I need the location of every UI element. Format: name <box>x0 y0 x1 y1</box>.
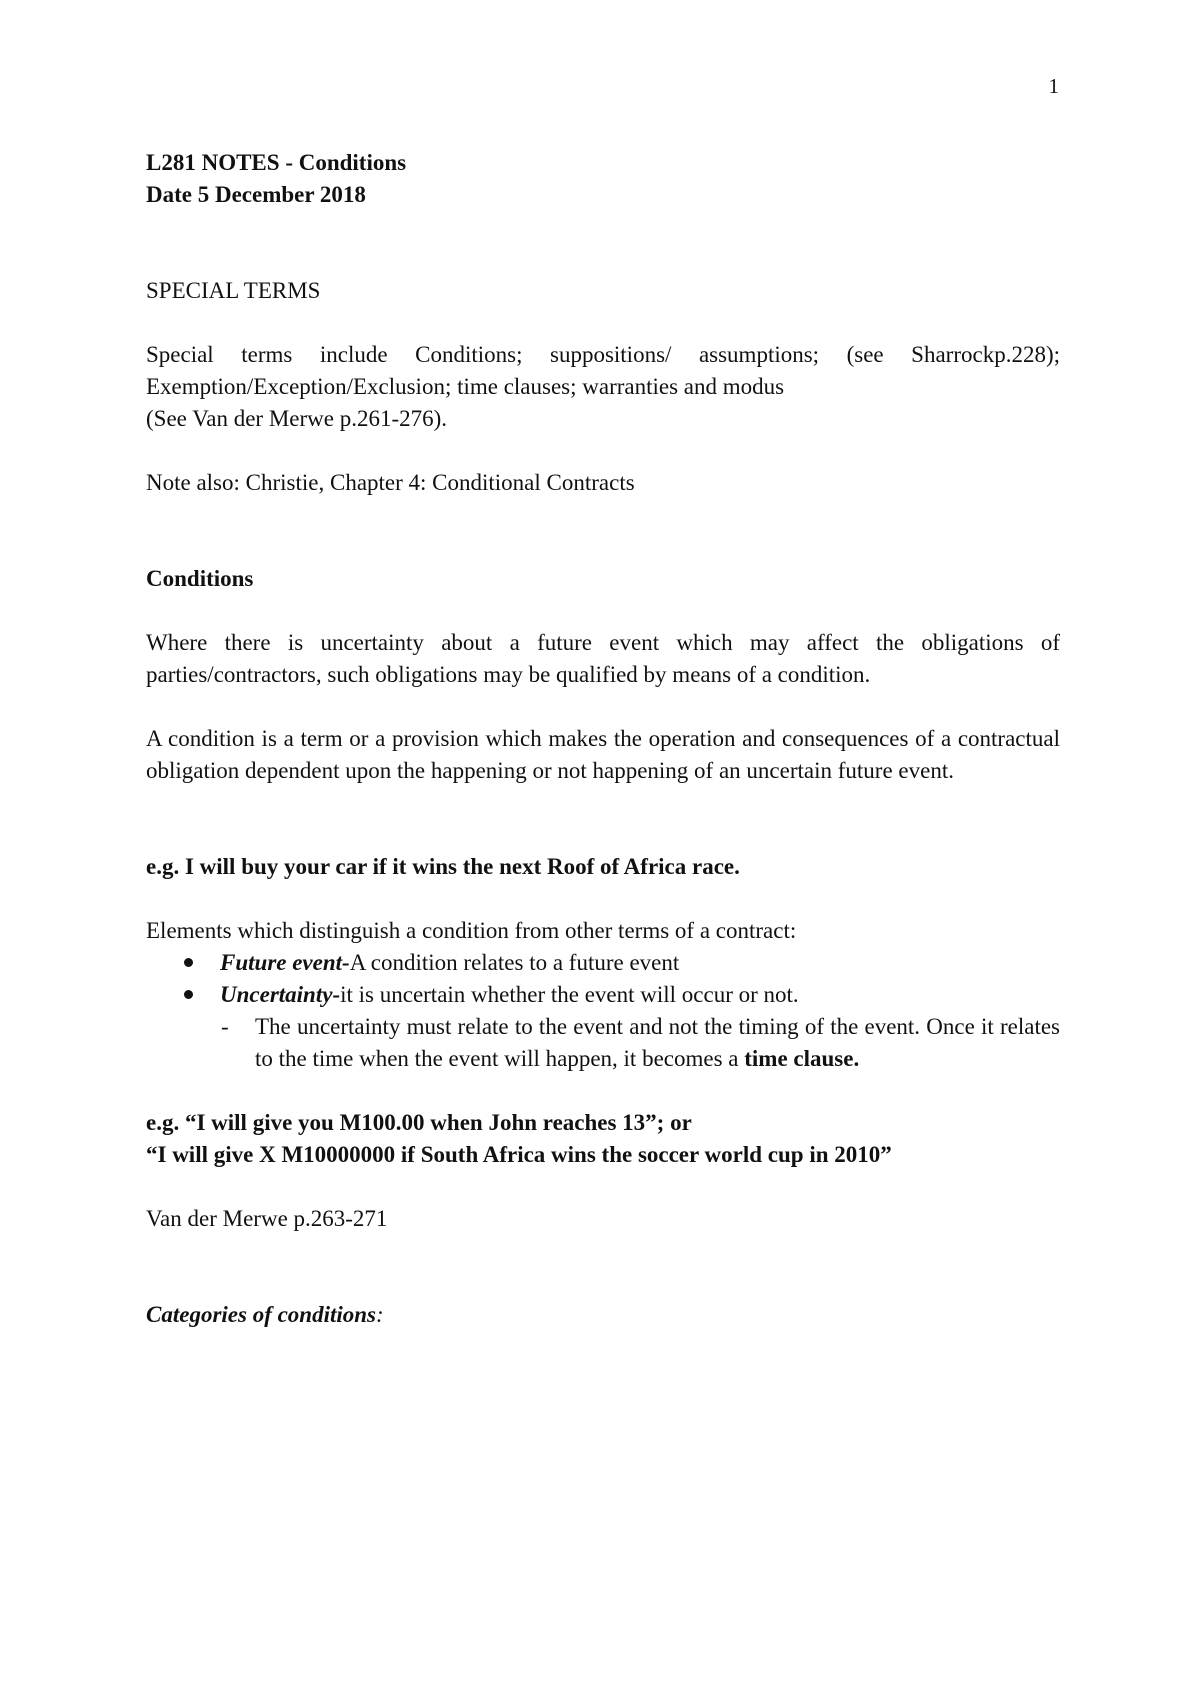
dash-marker: - <box>221 1014 229 1039</box>
conditions-heading: Conditions <box>146 566 254 591</box>
special-terms-reference: (See Van der Merwe p.261-276). <box>146 406 448 431</box>
document-body <box>146 147 1060 1331</box>
elements-list <box>146 947 1060 1011</box>
special-terms-paragraph: Special terms include Conditions; suppositions/ assumptions; (see Sharrockp.228); Exemption/Exception/Exclusion; time clauses; warranties and modus <box>146 342 1060 399</box>
special-terms-heading: SPECIAL TERMS <box>146 278 321 303</box>
document-date: Date 5 December 2018 <box>146 182 366 207</box>
list-item-future-event: Future event-A condition relates to a future event <box>146 947 1060 979</box>
bullet-icon <box>184 958 193 967</box>
conditions-paragraph-2: A condition is a term or a provision which makes the operation and consequences of a contractual obligation dependent upon the happening or not happening of an uncertain future event. <box>146 726 1060 783</box>
van-der-merwe-reference: Van der Merwe p.263-271 <box>146 1206 388 1231</box>
example-2-line-2: “I will give X M10000000 if South Africa wins the soccer world cup in 2010” <box>146 1142 892 1167</box>
page-number: 1 <box>1048 74 1059 98</box>
document-title: L281 NOTES - Conditions <box>146 150 407 175</box>
elements-intro: Elements which distinguish a condition from other terms of a contract: <box>146 918 797 943</box>
christie-note: Note also: Christie, Chapter 4: Conditional Contracts <box>146 470 635 495</box>
list-item-uncertainty: Uncertainty-it is uncertain whether the event will occur or not. <box>146 979 1060 1011</box>
categories-heading: Categories of conditions: <box>146 1302 384 1327</box>
conditions-paragraph-1: Where there is uncertainty about a future event which may affect the obligations of parties/contractors, such obligations may be qualified by means of a condition. <box>146 630 1060 687</box>
sub-point-timing: - The uncertainty must relate to the event and not the timing of the event. Once it relates to the time when the event will happen, it becomes a time clause. <box>146 1011 1060 1075</box>
bullet-icon <box>184 990 193 999</box>
example-2-line-1: e.g. “I will give you M100.00 when John reaches 13”; or <box>146 1110 692 1135</box>
example-car-race: e.g. I will buy your car if it wins the next Roof of Africa race. <box>146 854 740 879</box>
